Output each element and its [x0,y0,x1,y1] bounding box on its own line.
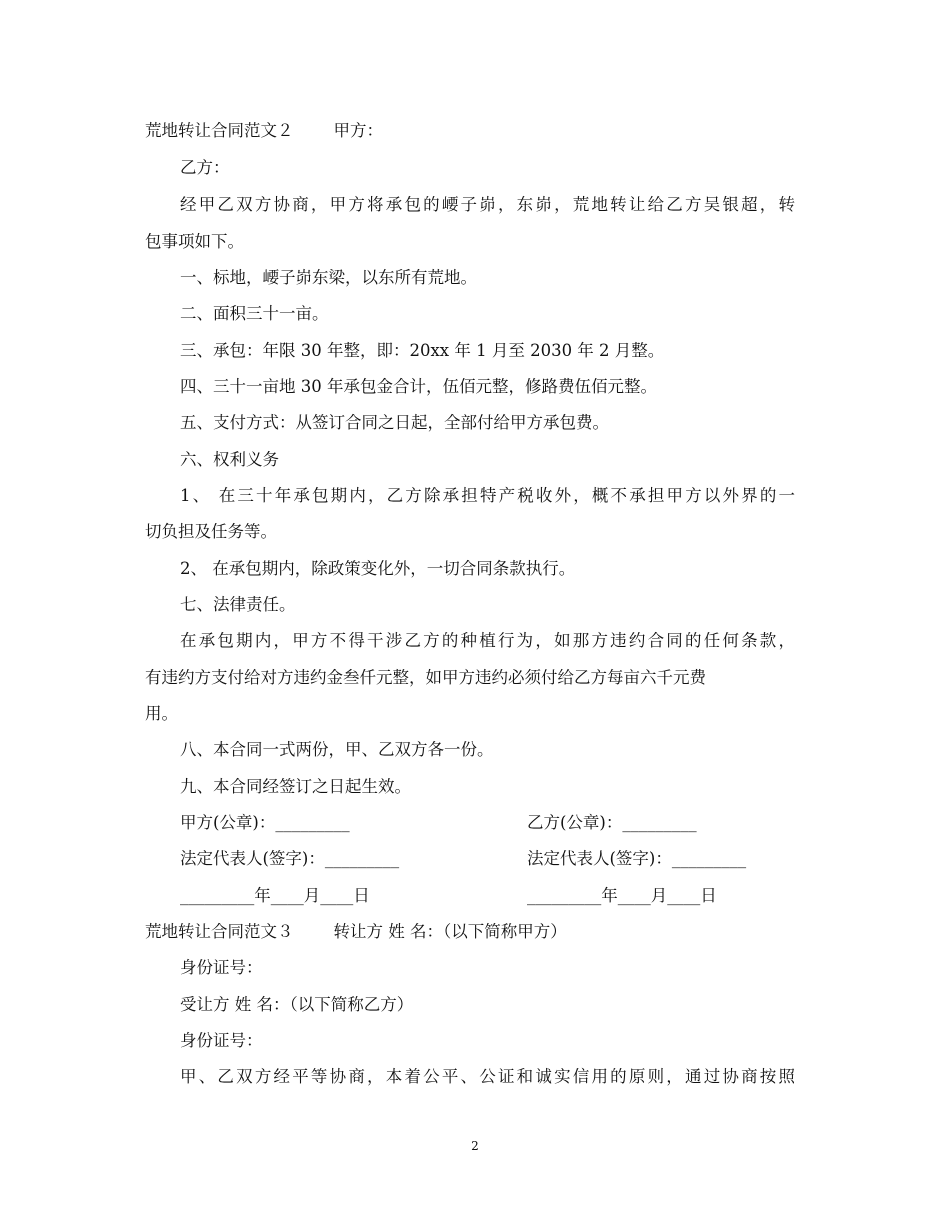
clause-7: 七、法律责任。 [180,595,296,614]
clause-3: 三、承包：年限 30 年整，即：20xx 年 1 月至 2030 年 2 月整。 [180,341,665,360]
page-number: 2 [471,1139,479,1153]
clause-6: 六、权利义务 [180,450,279,469]
section3-title: 荒地转让合同范文３ [145,922,294,941]
clause-7-line-1: 在承包期内，甲方不得干涉乙方的种植行为，如那方违约合同的任何条款， [180,631,795,650]
section3-heading-line [145,921,567,943]
party-a-label: 甲方： [333,121,383,140]
transferor-label: 转让方 姓 名：（以下简称甲方） [333,922,567,941]
section3-intro-line: 甲、乙双方经平等协商，本着公平、公证和诚实信用的原则，通过协商按照 [180,1067,795,1086]
id-number-a: 身份证号： [180,958,263,977]
id-number-b: 身份证号： [180,1031,263,1050]
clause-6-2: 2、 在承包期内，除政策变化外，一切合同条款执行。 [180,559,576,578]
clause-9: 九、本合同经签订之日起生效。 [180,777,411,796]
clause-4: 四、三十一亩地 30 年承包金合计，伍佰元整，修路费伍佰元整。 [180,377,657,396]
transferee-label: 受让方 姓 名：（以下简称乙方） [180,995,414,1014]
section2-title: 荒地转让合同范文２ [145,121,294,140]
clause-6-1-line-1: 1、 在三十年承包期内，乙方除承担特产税收外，概不承担甲方以外界的一 [180,486,795,505]
clause-6-1-line-2: 切负担及任务等。 [145,522,277,541]
signature-b-representative: 法定代表人(签字)：_________ [527,849,747,868]
date-b: _________年____月____日 [527,886,717,905]
clause-2: 二、面积三十一亩。 [180,304,329,323]
section2-heading-line [145,120,383,142]
clause-8: 八、本合同一式两份，甲、乙双方各一份。 [180,740,494,759]
signature-b-seal: 乙方(公章)：_________ [527,813,697,832]
clause-1: 一、标地，崾子峁东梁，以东所有荒地。 [180,268,477,287]
clause-7-line-2: 有违约方支付给对方违约金叁仟元整，如甲方违约必须付给乙方每亩六千元费 [145,668,706,687]
signature-a-representative: 法定代表人(签字)：_________ [180,849,400,868]
intro-line-1: 经甲乙双方协商，甲方将承包的崾子峁，东峁，荒地转让给乙方吴银超，转 [180,195,795,214]
intro-line-2: 包事项如下。 [145,232,244,251]
party-b-label: 乙方： [180,158,230,177]
date-a: _________年____月____日 [180,886,370,905]
clause-5: 五、支付方式：从签订合同之日起，全部付给甲方承包费。 [180,413,609,432]
signature-a-seal: 甲方(公章)：_________ [180,813,350,832]
clause-7-line-3: 用。 [145,704,178,723]
